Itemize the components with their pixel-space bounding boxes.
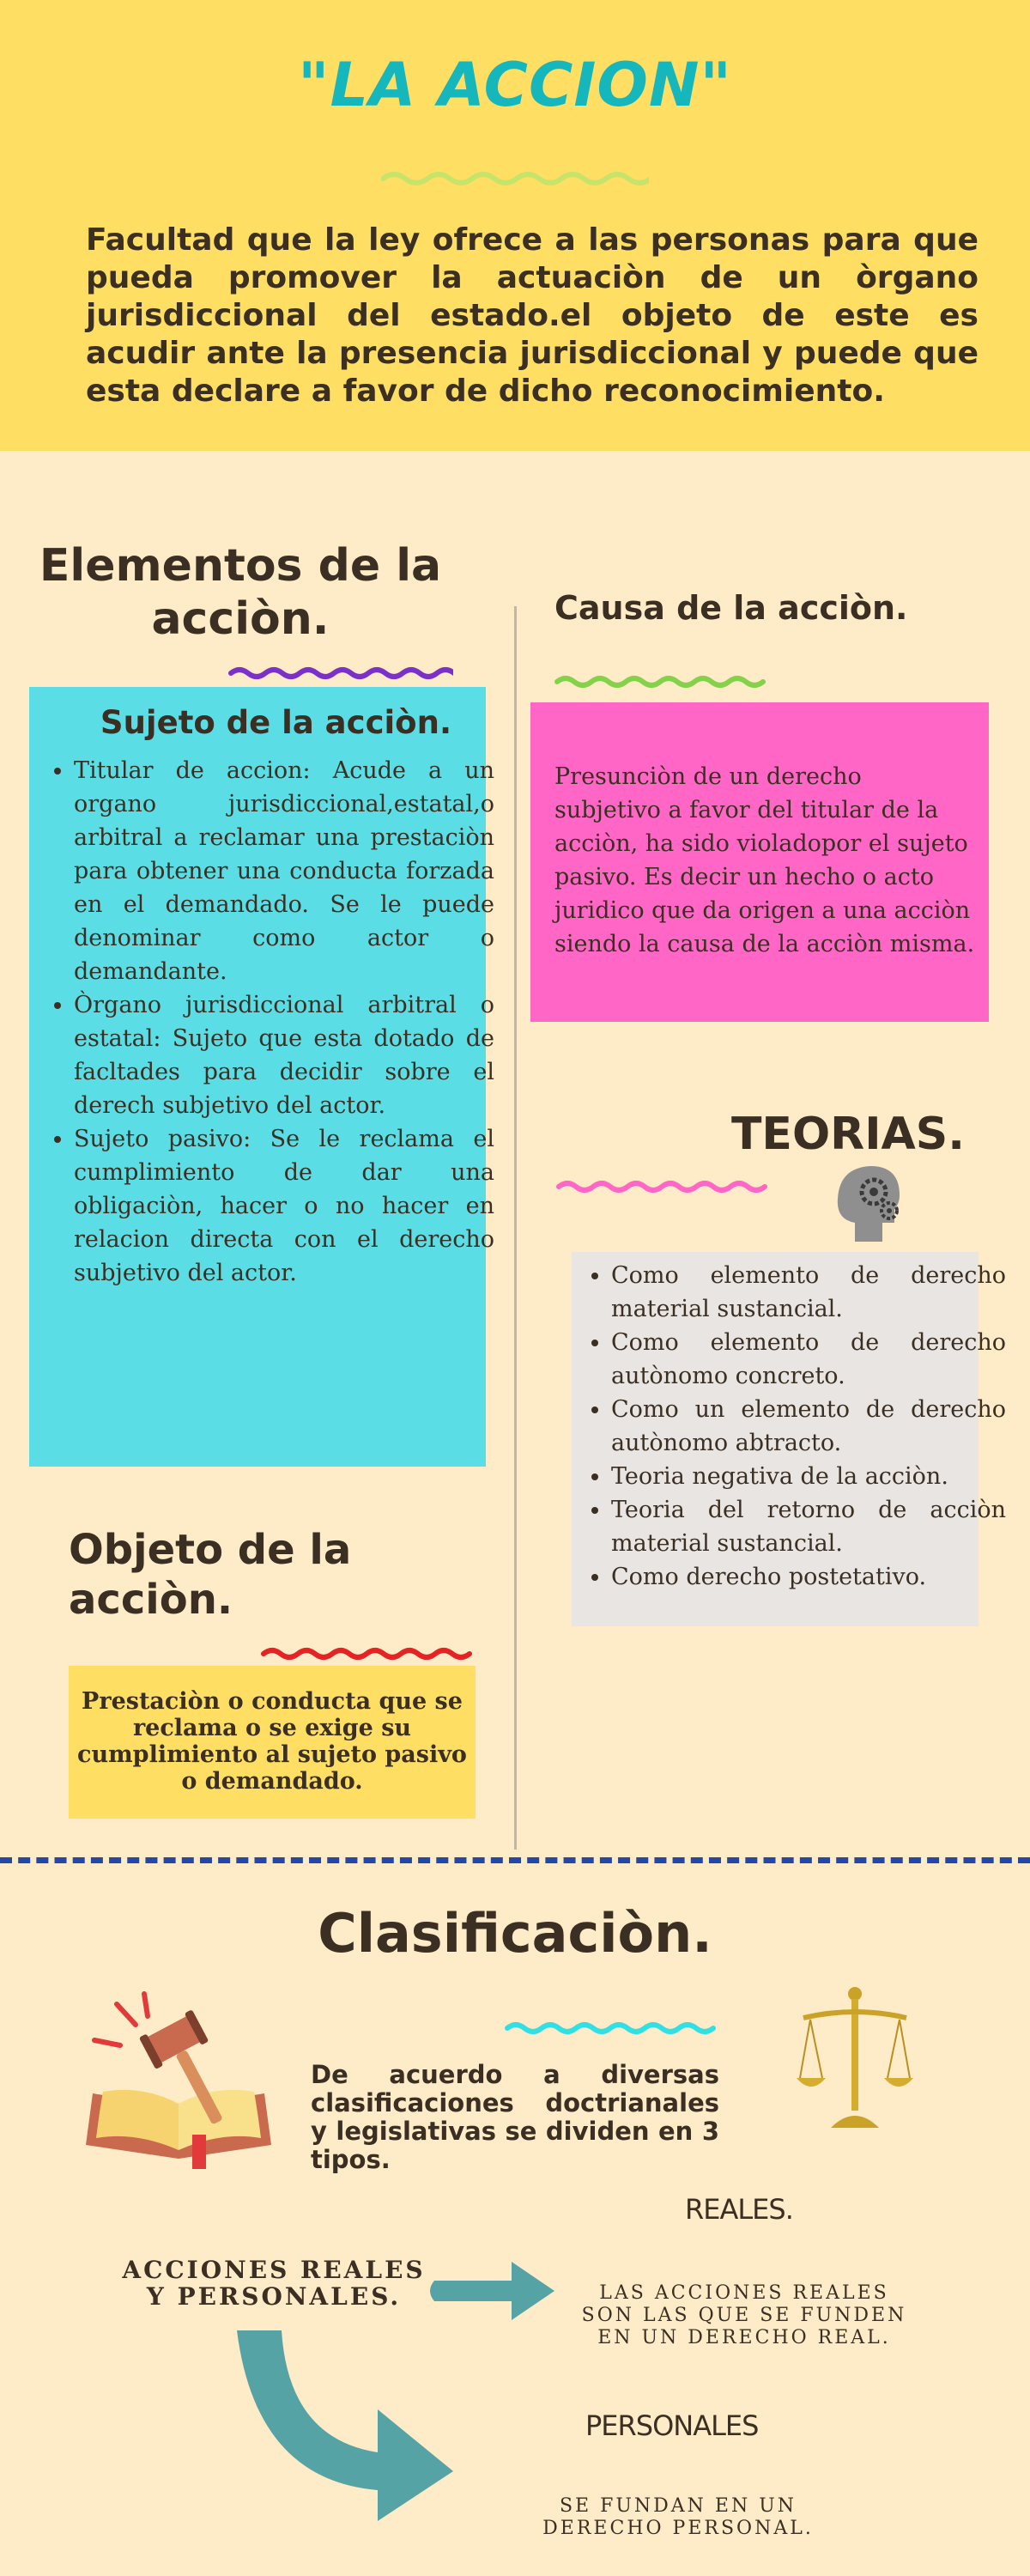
wavy-divider-pink: [556, 1178, 772, 1195]
reales-label: REALES.: [685, 2193, 793, 2226]
teorias-title: TEORIAS.: [730, 1109, 965, 1160]
causa-text: Presunciòn de un derecho subjetivo a favor del titular de la acciòn, ha sido violadopor el sujeto pasivo. Es decir un hecho o acto juridico que da origen a una acciòn siendo la causa de la acciòn misma.: [554, 763, 975, 957]
section-divider: [0, 1857, 1030, 1863]
main-title: "LA ACCION": [298, 50, 732, 120]
wavy-divider-header: [381, 168, 649, 189]
wavy-divider-green: [554, 673, 769, 690]
list-item: • Teoria del retorno de acciòn material sustancial.: [611, 1493, 1006, 1560]
list-item: • Sujeto pasivo: Se le reclama el cumplimiento de dar una obligaciòn, hacer o no hacer en relacion directa con el derecho subjetivo del actor.: [74, 1122, 494, 1290]
list-item: • Como derecho postetativo.: [611, 1560, 1006, 1594]
list-item: • Como elemento de derecho autònomo concreto.: [611, 1326, 1006, 1393]
list-item: • Teoria negativa de la acciòn.: [611, 1460, 1006, 1493]
teorias-list: [566, 1259, 1006, 1594]
wavy-divider-cyan: [505, 2020, 719, 2037]
list-item: • Titular de accion: Acude a un organo jurisdiccional,estatal,o arbitral a reclamar una prestaciòn para obtener una conducta forzada en el demandado. Se le puede denominar como actor o demandante.: [74, 754, 494, 988]
scales-of-justice-icon: [797, 1984, 913, 2135]
wavy-divider-red: [261, 1645, 477, 1662]
objeto-title: Objeto de la acciòn.: [69, 1526, 352, 1624]
intro-text: Facultad que la ley ofrece a las personas para que pueda promover la actuaciòn de un òrgano jurisdiccional del estado.el objeto de este es acudir ante la presencia jurisdiccional y puede que esta declare a favor de dicho reconocimiento.: [86, 222, 978, 409]
reales-text: LAS ACCIONES REALES SON LAS QUE SE FUNDEN EN UN DERECHO REAL.: [581, 2282, 907, 2348]
wavy-divider-purple: [228, 665, 453, 682]
personales-label: PERSONALES: [585, 2409, 759, 2442]
objeto-text: Prestaciòn o conducta que se reclama o se exige su cumplimiento al sujeto pasivo o demandado.: [77, 1688, 467, 1795]
clasificacion-title: Clasificaciòn.: [318, 1902, 712, 1965]
clasificacion-text: De acuerdo a diversas clasificaciones doctrianales y legislativas se dividen en 3 tipos.: [311, 2060, 719, 2174]
sujeto-list: [29, 754, 494, 1290]
sujeto-title: Sujeto de la acciòn.: [100, 704, 451, 741]
vertical-separator: [514, 606, 517, 1850]
list-item: • Òrgano jurisdiccional arbitral o estatal: Sujeto que esta dotado de facltades para decidir sobre el derech subjetivo del actor.: [74, 988, 494, 1122]
list-item: • Como elemento de derecho material sustancial.: [611, 1259, 1006, 1326]
acciones-label: ACCIONES REALES Y PERSONALES.: [122, 2256, 426, 2311]
causa-title: Causa de la acciòn.: [554, 589, 908, 627]
elementos-title: Elementos de la acciòn.: [39, 540, 442, 645]
gavel-book-icon: [82, 1990, 280, 2171]
arrow-right-icon: [426, 2257, 558, 2325]
list-item: • Como un elemento de derecho autònomo abtracto.: [611, 1393, 1006, 1460]
personales-text: SE FUNDAN EN UN DERECHO PERSONAL.: [542, 2495, 814, 2539]
head-gears-icon: [829, 1159, 908, 1245]
curved-arrow-icon: [233, 2327, 457, 2521]
